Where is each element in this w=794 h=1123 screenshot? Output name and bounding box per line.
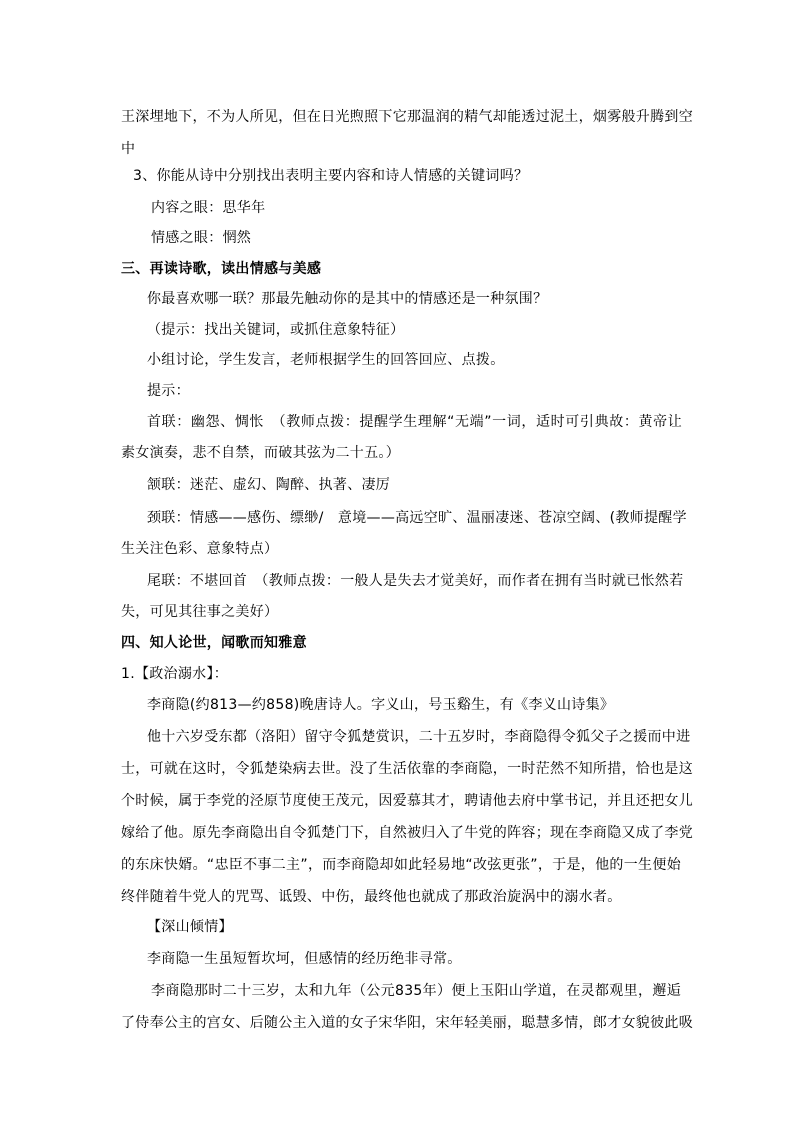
- subsection-heading: 1.【政治溺水】：: [121, 666, 229, 682]
- paragraph-line: 生关注色彩、意象特点）: [121, 541, 279, 557]
- paragraph-line: 李商隐(约813—约858)晚唐诗人。字义山，号玉谿生，有《李义山诗集》: [147, 697, 615, 713]
- paragraph-line: 失，可见其往事之美好）: [121, 604, 279, 620]
- paragraph-line: 嫁给了他。原先李商隐出自令狐楚门下，自然被归入了牛党的阵容；现在李商隐又成了李党: [121, 825, 693, 841]
- answer-line: 情感之眼：惘然: [151, 230, 252, 246]
- paragraph-line: 尾联：不堪回首 （教师点拨：一般人是失去才觉美好，而作者在拥有当时就已怅然若: [147, 573, 684, 589]
- paragraph-line: 士，可就在这时，令狐楚染病去世。没了生活依靠的李商隐，一时茫然不知所措，恰也是这: [121, 761, 693, 777]
- paragraph-line: 王深埋地下，不为人所见，但在日光煦照下它那温润的精气却能透过泥土，烟雾般升腾到空: [121, 109, 693, 125]
- paragraph-line: 颔联：迷茫、虚幻、陶醉、执著、凄厉: [147, 477, 391, 493]
- paragraph-line: 李商隐一生虽短暂坎坷，但感情的经历绝非寻常。: [147, 951, 462, 967]
- paragraph-line: 的东床快婿。“忠臣不事二主”，而李商隐却如此轻易地“改弦更张”，于是，他的一生便始: [121, 857, 681, 873]
- paragraph-line: 李商隐那时二十三岁，太和九年（公元835年）便上玉阳山学道，在灵都观里，邂逅: [151, 983, 681, 999]
- paragraph-line: 颈联：情感——感伤、缥缈/ 意境——高远空旷、温丽凄迷、苍凉空阔、(教师提醒学: [147, 510, 687, 526]
- paragraph-line: 终伴随着牛党人的咒骂、诋毁、中伤，最终他也就成了那政治旋涡中的溺水者。: [121, 889, 622, 905]
- paragraph-line: 个时候，属于李党的泾原节度使王茂元，因爱慕其才，聘请他去府中掌书记，并且还把女儿: [121, 793, 693, 809]
- paragraph-line: 了侍奉公主的宫女、后随公主入道的女子宋华阳，宋年轻美丽，聪慧多情，郎才女貌彼此吸: [121, 1015, 693, 1031]
- question-heading: 3、你能从诗中分别找出表明主要内容和诗人情感的关键词吗？: [133, 168, 529, 184]
- section-heading: 四、知人论世，闻歌而知雅意: [121, 635, 307, 651]
- paragraph-line: 他十六岁受东都（洛阳）留守令狐楚赏识，二十五岁时，李商隐得令狐父子之援而中进: [147, 729, 691, 745]
- paragraph-line: 提示：: [147, 383, 190, 399]
- paragraph-line: 素女演奏，悲不自禁，而破其弦为二十五。）: [121, 445, 400, 461]
- paragraph-line: （提示：找出关键词，或抓住意象特征）: [147, 322, 405, 338]
- section-heading: 三、再读诗歌，读出情感与美感: [121, 261, 322, 277]
- subsection-heading: 【深山倾情】: [147, 919, 233, 935]
- paragraph-line: 中: [121, 141, 136, 157]
- answer-line: 内容之眼：思华年: [151, 200, 266, 216]
- paragraph-line: 首联：幽怨、惆怅 （教师点拨：提醒学生理解“无端”一词，适时可引典故：黄帝让: [147, 414, 682, 430]
- paragraph-line: 你最喜欢哪一联？那最先触动你的是其中的情感还是一种氛围？: [147, 291, 548, 307]
- paragraph-line: 小组讨论，学生发言，老师根据学生的回答回应、点拨。: [147, 352, 505, 368]
